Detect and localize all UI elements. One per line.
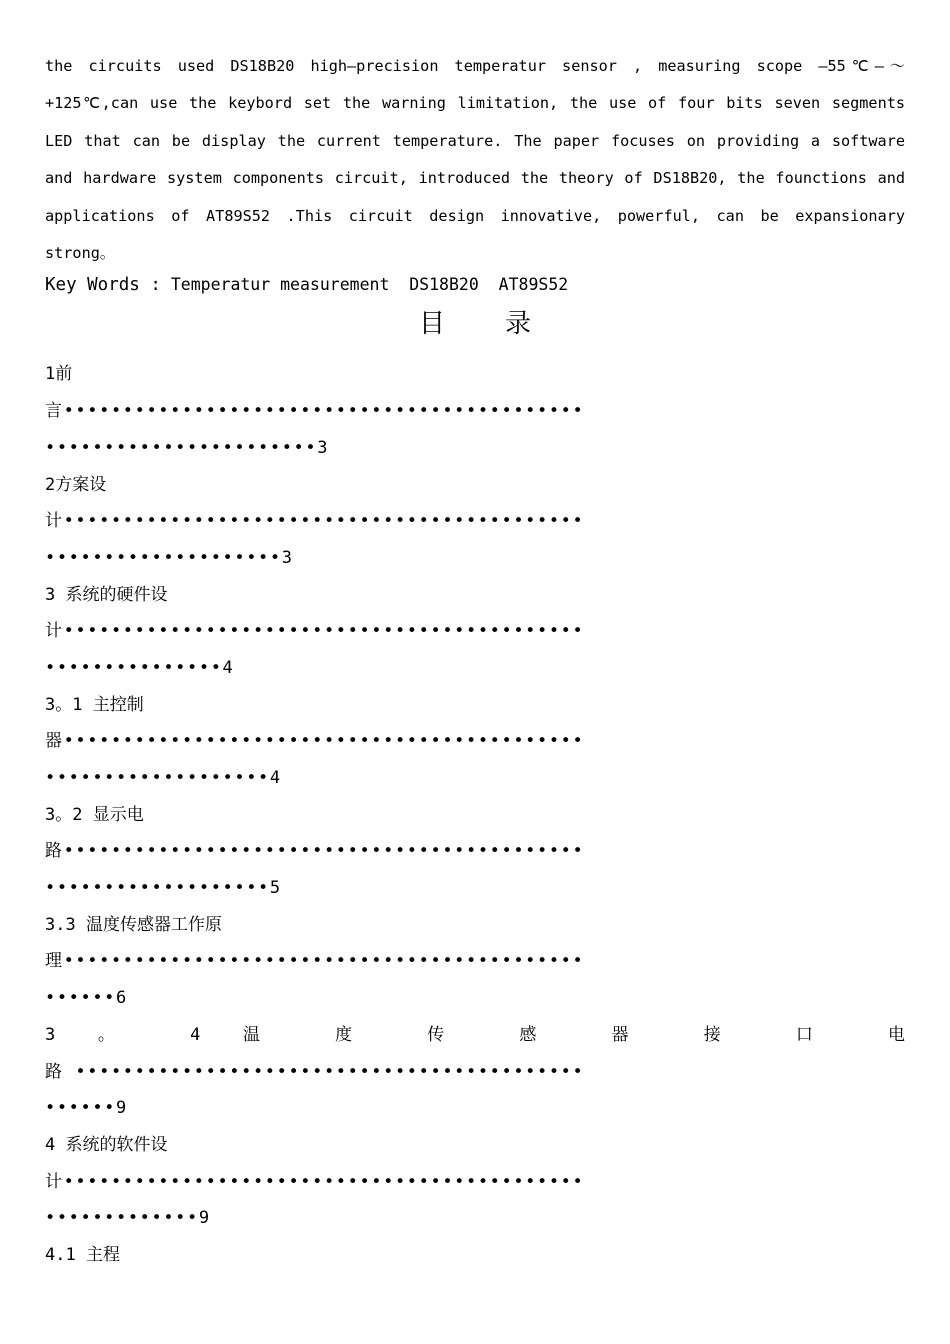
toc-title: 目录 bbox=[418, 309, 591, 340]
toc-entry-heading: 3。1 主控制 bbox=[45, 694, 144, 715]
toc-entry-leader: 计•••••••••••••••••••••••••••••••••••••••••••• bbox=[45, 621, 585, 642]
toc-entry[interactable] bbox=[45, 1017, 905, 1127]
toc-entry-leader: 器•••••••••••••••••••••••••••••••••••••••••••• bbox=[45, 731, 585, 752]
toc-entry[interactable] bbox=[45, 1237, 905, 1274]
toc-entry-heading: 2方案设 bbox=[45, 474, 107, 495]
toc-entry[interactable] bbox=[45, 356, 905, 466]
toc-entry[interactable] bbox=[45, 797, 905, 907]
toc-entry-page: •••••••••••••••••••4 bbox=[45, 768, 282, 788]
toc-entry-page: •••••••••••••9 bbox=[45, 1208, 211, 1229]
toc-entry[interactable] bbox=[45, 577, 905, 687]
toc-entry-leader: 路•••••••••••••••••••••••••••••••••••••••••••• bbox=[45, 841, 585, 862]
toc-entry-page: •••••••••••••••••••••••3 bbox=[45, 437, 330, 458]
toc-entry-heading: 4.1 主程 bbox=[45, 1244, 120, 1265]
toc-entry-heading: 3。2 显示电 bbox=[45, 804, 144, 825]
toc-entry[interactable] bbox=[45, 687, 905, 797]
toc-entry[interactable] bbox=[45, 1127, 905, 1237]
keywords-label: Key Words : bbox=[45, 275, 161, 296]
toc-entry-page: •••••••••••••••••••5 bbox=[45, 878, 282, 899]
toc-entry-heading: 4 系统的软件设 bbox=[45, 1134, 168, 1155]
toc-entry-page: ••••••9 bbox=[45, 1098, 128, 1119]
toc-entry[interactable] bbox=[45, 907, 905, 1017]
toc-entry-page: ••••••6 bbox=[45, 988, 128, 1009]
toc-entry-heading: 3 系统的硬件设 bbox=[45, 584, 168, 605]
abstract-paragraph: the circuits used DS18B20 high—precision temperatur sensor , measuring scope —55℃—～+125℃,can use the keybord set the warning limitation, the use of four bits seven segments LED that can be display the current temperature. The paper focuses on providing a software and hardware system components circuit, introduced the theory of DS18B20, the founctions and applications of AT89S52 .This circuit design innovative, powerful, can be expansionary strong。 bbox=[45, 57, 905, 263]
toc-entry-page: •••••••••••••••4 bbox=[45, 657, 235, 678]
toc-entry-leader: 理•••••••••••••••••••••••••••••••••••••••••••• bbox=[45, 951, 585, 972]
toc-entry[interactable] bbox=[45, 467, 905, 577]
keywords-line bbox=[45, 272, 905, 298]
toc-entry-page: ••••••••••••••••••••3 bbox=[45, 547, 294, 568]
toc-entry-leader: 计•••••••••••••••••••••••••••••••••••••••••••• bbox=[45, 511, 585, 532]
toc-entry-heading: 3.3 温度传感器工作原 bbox=[45, 914, 222, 935]
toc-entry-heading: 3 。 4 温 度 传 感 器 接 口 电 bbox=[45, 1024, 905, 1045]
table-of-contents bbox=[45, 356, 905, 1273]
document-page bbox=[45, 48, 905, 1274]
toc-entry-leader: 计•••••••••••••••••••••••••••••••••••••••••••• bbox=[45, 1171, 585, 1192]
toc-entry-leader: 言•••••••••••••••••••••••••••••••••••••••••••• bbox=[45, 401, 585, 422]
toc-entry-heading: 1前 bbox=[45, 364, 73, 385]
keywords-text: Temperatur measurement DS18B20 AT89S52 bbox=[160, 275, 569, 295]
toc-entry-leader: 路 ••••••••••••••••••••••••••••••••••••••••••• bbox=[45, 1061, 585, 1082]
